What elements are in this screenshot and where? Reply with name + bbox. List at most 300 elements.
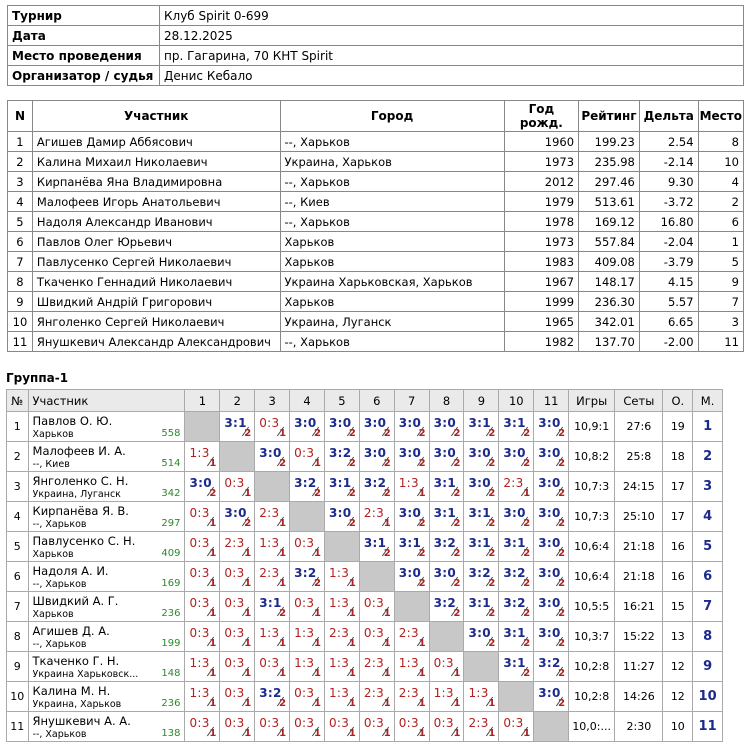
match-result-cell[interactable] xyxy=(464,442,499,472)
participant-cell[interactable]: Ткаченко Геннадий Николаевич xyxy=(32,272,280,292)
match-points: 2 xyxy=(348,458,356,469)
match-result-cell[interactable] xyxy=(359,442,394,472)
match-points: 2 xyxy=(523,428,531,439)
match-result-cell[interactable] xyxy=(220,712,255,742)
match-score: 3:2 xyxy=(503,566,526,580)
match-score: 3:0 xyxy=(538,596,561,610)
participant-cell: 148.17 xyxy=(579,272,640,292)
participant-cell: 1979 xyxy=(504,192,578,212)
participant-row xyxy=(8,172,744,192)
match-score: 0:3 xyxy=(328,716,350,730)
player-rating: 148 xyxy=(161,668,181,679)
info-value: 28.12.2025 xyxy=(160,26,744,46)
match-score: 3:0 xyxy=(328,416,352,430)
match-result-cell[interactable] xyxy=(534,502,569,532)
match-score: 1:3 xyxy=(398,656,419,670)
match-result-cell[interactable] xyxy=(255,622,290,652)
player-name[interactable]: Ткаченко Г. Н. xyxy=(32,654,120,668)
match-score: 0:3 xyxy=(224,656,245,670)
match-result-cell[interactable] xyxy=(464,472,499,502)
match-score: 0:3 xyxy=(189,536,210,550)
match-points: 1 xyxy=(314,728,321,739)
participant-cell: 1978 xyxy=(504,212,578,232)
participant-cell: 10 xyxy=(698,152,743,172)
participant-cell[interactable]: Швидкий Андрій Григорович xyxy=(32,292,280,312)
match-score: 3:1 xyxy=(503,626,526,640)
participant-cell[interactable]: Павлов Олег Юрьевич xyxy=(32,232,280,252)
match-result-cell[interactable] xyxy=(394,562,429,592)
match-points: 1 xyxy=(209,728,217,739)
match-points: 2 xyxy=(314,578,321,589)
match-score: 0:3 xyxy=(363,626,385,640)
match-result-cell[interactable] xyxy=(255,502,290,532)
match-result-cell[interactable] xyxy=(534,592,569,622)
match-score: 2:3 xyxy=(398,686,419,700)
match-points: 1 xyxy=(209,698,217,709)
match-result-cell[interactable] xyxy=(394,412,429,442)
player-name[interactable]: Надоля А. И. xyxy=(32,564,109,578)
participant-cell[interactable]: Надоля Александр Иванович xyxy=(32,212,280,232)
match-score: 0:3 xyxy=(189,566,210,580)
participant-cell[interactable]: Павлусенко Сергей Николаевич xyxy=(32,252,280,272)
match-result-cell[interactable] xyxy=(499,412,534,442)
match-result-cell[interactable] xyxy=(185,562,220,592)
player-name[interactable]: Малофеев И. А. xyxy=(32,444,126,458)
match-result-cell[interactable] xyxy=(464,592,499,622)
player-cell[interactable] xyxy=(28,562,185,592)
match-points: 2 xyxy=(558,698,566,709)
match-result-cell[interactable] xyxy=(499,532,534,562)
participant-row xyxy=(8,232,744,252)
participant-cell[interactable]: Янголенко Сергей Николаевич xyxy=(32,312,280,332)
match-score: 3:1 xyxy=(468,596,491,610)
player-name[interactable]: Янголенко С. Н. xyxy=(32,474,129,488)
player-rating: 138 xyxy=(161,728,181,739)
player-cell[interactable] xyxy=(28,712,185,742)
col-opponent: 7 xyxy=(394,390,429,412)
match-result-cell[interactable] xyxy=(429,412,464,442)
match-result-cell[interactable] xyxy=(324,592,359,622)
diagonal-cell xyxy=(534,712,569,742)
match-result-cell[interactable] xyxy=(429,562,464,592)
match-score: 1:3 xyxy=(294,656,315,670)
match-result-cell[interactable] xyxy=(359,682,394,712)
match-score: 3:1 xyxy=(433,476,456,490)
participants-header[interactable]: Место xyxy=(698,101,743,132)
match-result-cell[interactable] xyxy=(394,682,429,712)
match-result-cell[interactable] xyxy=(499,652,534,682)
match-result-cell[interactable] xyxy=(220,592,255,622)
match-result-cell[interactable] xyxy=(290,472,325,502)
player-cell[interactable] xyxy=(28,682,185,712)
row-points: 16 xyxy=(663,532,693,562)
match-points: 2 xyxy=(558,428,566,439)
match-result-cell[interactable] xyxy=(394,652,429,682)
match-score: 0:3 xyxy=(224,716,245,730)
match-result-cell[interactable] xyxy=(255,532,290,562)
match-result-cell[interactable] xyxy=(185,652,220,682)
info-value: Денис Кебало xyxy=(160,66,744,86)
match-result-cell[interactable] xyxy=(255,682,290,712)
match-result-cell[interactable] xyxy=(499,562,534,592)
match-result-cell[interactable] xyxy=(290,712,325,742)
player-city: --, Харьков xyxy=(32,579,87,590)
match-result-cell[interactable] xyxy=(534,682,569,712)
group-row xyxy=(7,652,723,682)
player-cell[interactable] xyxy=(28,622,185,652)
player-rating: 297 xyxy=(161,518,181,529)
player-city: Украина Харьковск... xyxy=(32,669,139,680)
match-result-cell[interactable] xyxy=(220,412,255,442)
match-score: 3:0 xyxy=(538,566,561,580)
row-number: 2 xyxy=(7,442,29,472)
match-result-cell[interactable] xyxy=(359,472,394,502)
match-points: 2 xyxy=(418,518,426,529)
match-points: 1 xyxy=(418,728,426,739)
match-result-cell[interactable] xyxy=(534,442,569,472)
match-points: 1 xyxy=(279,548,287,559)
match-score: 2:3 xyxy=(363,686,385,700)
match-points: 1 xyxy=(209,638,217,649)
player-cell[interactable] xyxy=(28,502,185,532)
player-city: Харьков xyxy=(32,609,74,620)
match-result-cell[interactable] xyxy=(185,622,220,652)
player-name[interactable]: Павлусенко С. Н. xyxy=(32,534,136,548)
match-points: 2 xyxy=(418,458,426,469)
match-points: 2 xyxy=(279,458,287,469)
row-points: 10 xyxy=(663,712,693,742)
participant-cell: 137.70 xyxy=(579,332,640,352)
row-number: 4 xyxy=(7,502,29,532)
participant-cell: 4 xyxy=(8,192,33,212)
match-result-cell[interactable] xyxy=(220,652,255,682)
match-result-cell[interactable] xyxy=(429,712,464,742)
match-result-cell[interactable] xyxy=(324,652,359,682)
match-points: 2 xyxy=(453,578,461,589)
match-score: 3:0 xyxy=(538,626,561,640)
participant-cell: 235.98 xyxy=(579,152,640,172)
player-cell[interactable] xyxy=(28,442,185,472)
match-result-cell[interactable] xyxy=(255,412,290,442)
match-result-cell[interactable] xyxy=(429,502,464,532)
match-result-cell[interactable] xyxy=(324,412,359,442)
match-score: 0:3 xyxy=(189,506,210,520)
match-points: 1 xyxy=(279,668,287,679)
match-result-cell[interactable] xyxy=(290,682,325,712)
match-result-cell[interactable] xyxy=(429,442,464,472)
match-result-cell[interactable] xyxy=(534,412,569,442)
group-row xyxy=(7,532,723,562)
match-result-cell[interactable] xyxy=(394,502,429,532)
match-score: 3:0 xyxy=(294,416,317,430)
player-city: Украина, Харьков xyxy=(32,699,122,710)
match-result-cell[interactable] xyxy=(290,592,325,622)
match-result-cell[interactable] xyxy=(429,652,464,682)
match-score: 3:0 xyxy=(538,476,561,490)
participant-cell: 1967 xyxy=(504,272,578,292)
player-cell[interactable] xyxy=(28,652,185,682)
row-number: 6 xyxy=(7,562,29,592)
match-points: 2 xyxy=(488,548,496,559)
match-result-cell[interactable] xyxy=(220,622,255,652)
row-points: 17 xyxy=(663,472,693,502)
match-result-cell[interactable] xyxy=(290,622,325,652)
match-result-cell[interactable] xyxy=(255,652,290,682)
info-key: Турнир xyxy=(8,6,160,26)
match-points: 2 xyxy=(418,578,426,589)
match-result-cell[interactable] xyxy=(185,442,220,472)
match-points: 1 xyxy=(279,578,287,589)
match-score: 3:1 xyxy=(468,506,491,520)
row-place: 11 xyxy=(693,712,723,742)
match-points: 1 xyxy=(418,668,426,679)
match-result-cell[interactable] xyxy=(394,622,429,652)
participants-header[interactable]: Год рожд. xyxy=(504,101,578,132)
match-score: 3:2 xyxy=(503,596,526,610)
match-result-cell[interactable] xyxy=(185,682,220,712)
match-result-cell[interactable] xyxy=(185,592,220,622)
match-score: 0:3 xyxy=(259,716,280,730)
match-points: 2 xyxy=(558,638,566,649)
participants-header[interactable]: Город xyxy=(280,101,504,132)
player-rating: 169 xyxy=(161,578,181,589)
match-result-cell[interactable] xyxy=(499,592,534,622)
match-result-cell[interactable] xyxy=(464,712,499,742)
match-score: 0:3 xyxy=(259,416,280,430)
match-result-cell[interactable] xyxy=(359,532,394,562)
group-row xyxy=(7,712,723,742)
player-city: --, Харьков xyxy=(32,519,87,530)
row-number: 8 xyxy=(7,622,29,652)
match-points: 2 xyxy=(488,518,496,529)
match-result-cell[interactable] xyxy=(359,652,394,682)
participants-table xyxy=(7,100,744,352)
row-points: 15 xyxy=(663,592,693,622)
participant-cell: 1 xyxy=(8,132,33,152)
match-result-cell[interactable] xyxy=(499,472,534,502)
row-games: 10,7:3 xyxy=(569,502,615,532)
match-score: 0:3 xyxy=(189,596,210,610)
match-result-cell[interactable] xyxy=(255,592,290,622)
match-result-cell[interactable] xyxy=(534,562,569,592)
info-row xyxy=(8,26,744,46)
match-points: 1 xyxy=(209,608,217,619)
match-points: 1 xyxy=(314,668,321,679)
player-name[interactable]: Калина М. Н. xyxy=(32,684,111,698)
match-result-cell[interactable] xyxy=(359,622,394,652)
match-score: 2:3 xyxy=(259,506,280,520)
col-opponent: 10 xyxy=(499,390,534,412)
participants-header[interactable]: Дельта xyxy=(639,101,698,132)
row-games: 10,3:7 xyxy=(569,622,615,652)
player-name[interactable]: Агишев Д. А. xyxy=(32,624,110,638)
match-result-cell[interactable] xyxy=(290,652,325,682)
match-score: 3:1 xyxy=(224,416,247,430)
diagonal-cell xyxy=(185,412,220,442)
participant-cell: 7 xyxy=(8,252,33,272)
match-result-cell[interactable] xyxy=(534,652,569,682)
match-result-cell[interactable] xyxy=(220,472,255,502)
match-points: 1 xyxy=(488,698,496,709)
match-result-cell[interactable] xyxy=(290,442,325,472)
player-rating: 236 xyxy=(161,698,181,709)
match-result-cell[interactable] xyxy=(464,532,499,562)
match-result-cell[interactable] xyxy=(220,532,255,562)
match-points: 1 xyxy=(348,638,356,649)
match-result-cell[interactable] xyxy=(324,442,359,472)
match-result-cell[interactable] xyxy=(394,532,429,562)
match-result-cell[interactable] xyxy=(464,622,499,652)
col-place: М. xyxy=(693,390,723,412)
match-result-cell[interactable] xyxy=(324,472,359,502)
match-score: 0:3 xyxy=(224,566,245,580)
match-result-cell[interactable] xyxy=(534,472,569,502)
row-place: 6 xyxy=(693,562,723,592)
row-sets: 16:21 xyxy=(615,592,663,622)
match-result-cell[interactable] xyxy=(359,412,394,442)
player-name[interactable]: Кирпанёва Я. В. xyxy=(32,504,129,518)
match-score: 0:3 xyxy=(224,476,245,490)
match-result-cell[interactable] xyxy=(220,682,255,712)
participant-cell[interactable]: Кирпанёва Яна Владимировна xyxy=(32,172,280,192)
diagonal-cell xyxy=(255,472,290,502)
participant-cell: 169.12 xyxy=(579,212,640,232)
match-result-cell[interactable] xyxy=(324,682,359,712)
participant-cell[interactable]: Янушкевич Александр Александрович xyxy=(32,332,280,352)
participant-cell: 2 xyxy=(8,152,33,172)
participant-cell: 7 xyxy=(698,292,743,312)
match-score: 1:3 xyxy=(259,536,280,550)
player-name[interactable]: Швидкий А. Г. xyxy=(32,594,119,608)
match-result-cell[interactable] xyxy=(464,682,499,712)
match-result-cell[interactable] xyxy=(185,532,220,562)
player-cell[interactable] xyxy=(28,472,185,502)
match-result-cell[interactable] xyxy=(394,472,429,502)
match-score: 0:3 xyxy=(224,596,245,610)
participant-cell[interactable]: Малофеев Игорь Анатольевич xyxy=(32,192,280,212)
player-rating: 342 xyxy=(161,488,181,499)
match-points: 1 xyxy=(453,728,461,739)
match-result-cell[interactable] xyxy=(255,712,290,742)
match-result-cell[interactable] xyxy=(534,532,569,562)
player-cell[interactable] xyxy=(28,532,185,562)
match-score: 2:3 xyxy=(328,626,350,640)
match-score: 3:0 xyxy=(433,446,456,460)
match-result-cell[interactable] xyxy=(255,442,290,472)
participants-header[interactable]: Участник xyxy=(32,101,280,132)
match-result-cell[interactable] xyxy=(290,412,325,442)
participants-header[interactable]: Рейтинг xyxy=(579,101,640,132)
match-score: 1:3 xyxy=(294,626,315,640)
row-sets: 15:22 xyxy=(615,622,663,652)
col-opponent: 2 xyxy=(220,390,255,412)
match-result-cell[interactable] xyxy=(394,712,429,742)
participant-cell[interactable]: Агишев Дамир Аббясович xyxy=(32,132,280,152)
match-result-cell[interactable] xyxy=(499,712,534,742)
match-result-cell[interactable] xyxy=(324,562,359,592)
match-result-cell[interactable] xyxy=(359,592,394,622)
match-result-cell[interactable] xyxy=(499,622,534,652)
match-score: 3:0 xyxy=(503,446,526,460)
match-points: 2 xyxy=(314,488,321,499)
participant-cell: 4 xyxy=(698,172,743,192)
match-score: 3:0 xyxy=(433,416,456,430)
player-name[interactable]: Павлов О. Ю. xyxy=(32,414,113,428)
participant-cell: 11 xyxy=(698,332,743,352)
match-result-cell[interactable] xyxy=(220,502,255,532)
match-result-cell[interactable] xyxy=(464,412,499,442)
match-result-cell[interactable] xyxy=(499,442,534,472)
match-points: 2 xyxy=(558,458,566,469)
match-result-cell[interactable] xyxy=(324,712,359,742)
match-result-cell[interactable] xyxy=(290,562,325,592)
match-result-cell[interactable] xyxy=(185,472,220,502)
match-result-cell[interactable] xyxy=(185,712,220,742)
match-points: 2 xyxy=(558,518,566,529)
info-key: Организатор / судья xyxy=(8,66,160,86)
match-result-cell[interactable] xyxy=(255,562,290,592)
match-result-cell[interactable] xyxy=(429,682,464,712)
col-opponent: 4 xyxy=(290,390,325,412)
participant-cell: 297.46 xyxy=(579,172,640,192)
row-points: 12 xyxy=(663,682,693,712)
participant-cell: 513.61 xyxy=(579,192,640,212)
player-cell[interactable] xyxy=(28,592,185,622)
match-result-cell[interactable] xyxy=(324,502,359,532)
match-result-cell[interactable] xyxy=(290,532,325,562)
row-number: 7 xyxy=(7,592,29,622)
col-no: № xyxy=(7,390,29,412)
participant-row xyxy=(8,332,744,352)
participants-header[interactable]: N xyxy=(8,101,33,132)
match-result-cell[interactable] xyxy=(464,562,499,592)
match-points: 1 xyxy=(418,488,426,499)
match-result-cell[interactable] xyxy=(220,562,255,592)
participant-cell: 9 xyxy=(8,292,33,312)
match-result-cell[interactable] xyxy=(359,712,394,742)
match-points: 2 xyxy=(453,488,461,499)
match-result-cell[interactable] xyxy=(429,532,464,562)
match-result-cell[interactable] xyxy=(499,502,534,532)
match-points: 1 xyxy=(244,638,252,649)
match-result-cell[interactable] xyxy=(464,502,499,532)
match-score: 3:1 xyxy=(398,536,422,550)
diagonal-cell xyxy=(324,532,359,562)
match-result-cell[interactable] xyxy=(324,622,359,652)
match-points: 2 xyxy=(279,608,287,619)
match-result-cell[interactable] xyxy=(534,622,569,652)
participant-cell[interactable]: Калина Михаил Николаевич xyxy=(32,152,280,172)
participant-cell: 4.15 xyxy=(639,272,698,292)
participant-cell: 199.23 xyxy=(579,132,640,152)
match-result-cell[interactable] xyxy=(429,592,464,622)
player-cell[interactable] xyxy=(28,412,185,442)
match-score: 0:3 xyxy=(294,716,315,730)
match-score: 3:0 xyxy=(189,476,212,490)
participant-cell: 11 xyxy=(8,332,33,352)
match-points: 1 xyxy=(244,488,252,499)
match-result-cell[interactable] xyxy=(185,502,220,532)
match-score: 3:0 xyxy=(398,446,422,460)
participant-cell: 3 xyxy=(698,312,743,332)
match-result-cell[interactable] xyxy=(429,472,464,502)
row-games: 10,7:3 xyxy=(569,472,615,502)
match-points: 2 xyxy=(453,458,461,469)
player-name[interactable]: Янушкевич А. А. xyxy=(32,714,131,728)
match-result-cell[interactable] xyxy=(359,502,394,532)
match-score: 3:2 xyxy=(294,476,317,490)
match-result-cell[interactable] xyxy=(394,442,429,472)
